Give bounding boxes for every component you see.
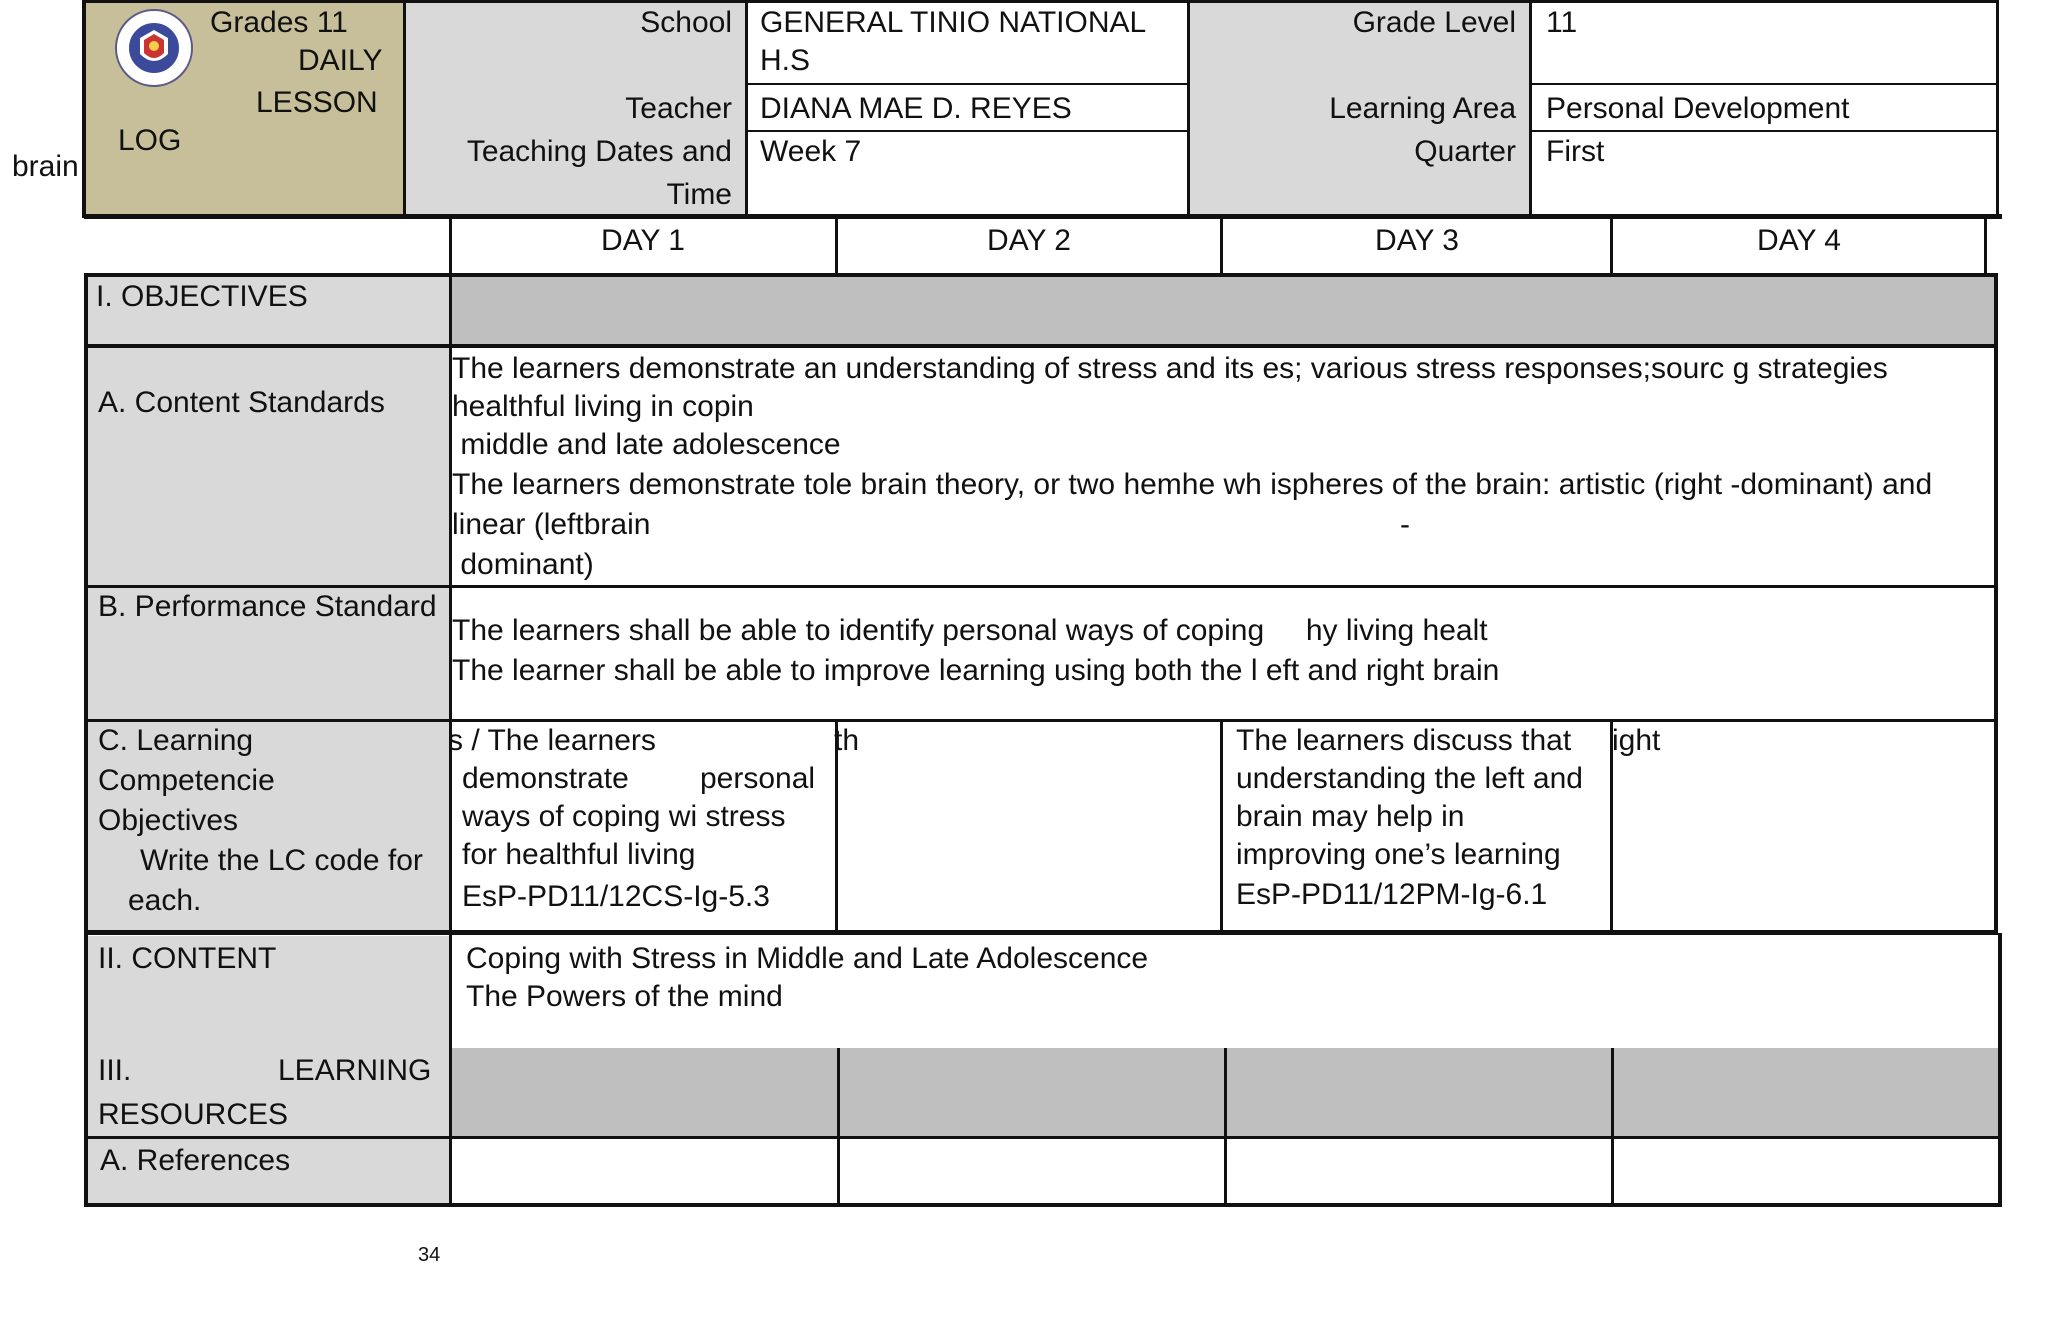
- label-dates: Teaching Dates and: [466, 135, 732, 168]
- day4-competency: ight: [1612, 724, 1661, 757]
- value-dates: Week 7: [760, 135, 862, 168]
- day1-competency: EsP-PD11/12CS-Ig-5.3: [462, 880, 770, 913]
- side-word: brain: [12, 150, 79, 183]
- day3-competency: The learners discuss that: [1236, 724, 1572, 757]
- day3-competency: understanding the left and: [1236, 762, 1583, 795]
- content-line: The Powers of the mind: [466, 980, 783, 1013]
- resources-heading: LEARNING: [278, 1054, 432, 1087]
- value-learning-area: Personal Development: [1546, 92, 1850, 125]
- content-standards-line: The learners demonstrate tole brain theory, or two hemhe wh ispheres of the brain: artistic (right -dominant) and: [452, 468, 1933, 501]
- day-1-header: DAY 1: [601, 224, 685, 257]
- day3-competency: improving one’s learning: [1236, 838, 1561, 871]
- label-teacher: Teacher: [625, 92, 732, 125]
- label-grade-level: Grade Level: [1352, 6, 1516, 39]
- title-line-2: DAILY: [298, 44, 383, 77]
- performance-standard-label: B. Performance Standard: [98, 590, 437, 623]
- performance-line: The learners shall be able to identify personal ways of coping hy living healt: [452, 614, 1488, 647]
- title-line-1: Grades 11: [210, 6, 348, 39]
- content-standards-line: linear (leftbrain: [452, 508, 651, 541]
- content-standards-line: The learners demonstrate an understanding of stress and its es; various stress responses;sourc g strategies: [452, 352, 1888, 385]
- title-line-3: LESSON: [256, 86, 378, 119]
- day1-competency: s / The learners: [448, 724, 656, 757]
- label-school: School: [640, 6, 732, 39]
- performance-line: The learner shall be able to improve learning using both the l eft and right brain: [452, 654, 1500, 687]
- content-standards-line: -: [1400, 508, 1410, 541]
- competencies-label: Write the LC code for: [140, 844, 423, 877]
- label-learning-area: Learning Area: [1329, 92, 1516, 125]
- value-teacher: DIANA MAE D. REYES: [760, 92, 1072, 125]
- content-standards-line: middle and late adolescence: [452, 428, 841, 461]
- day3-competency: EsP-PD11/12PM-Ig-6.1: [1236, 878, 1548, 911]
- day3-competency: brain may help in: [1236, 800, 1465, 833]
- day1-competency: for healthful living: [462, 838, 696, 871]
- day1-competency: ways of coping wi stress: [462, 800, 786, 833]
- content-standards-line: healthful living in copin: [452, 390, 754, 423]
- content-standards-line: dominant): [452, 548, 594, 581]
- objectives-heading: I. OBJECTIVES: [96, 280, 308, 313]
- competencies-label: C. Learning: [98, 724, 254, 757]
- resources-heading: RESOURCES: [98, 1098, 289, 1131]
- content-heading: II. CONTENT: [98, 942, 277, 975]
- references-label: A. References: [100, 1144, 291, 1177]
- title-line-4: LOG: [118, 124, 182, 157]
- day-2-header: DAY 2: [987, 224, 1071, 257]
- competencies-label: Competencie: [98, 764, 275, 797]
- page-number: 34: [418, 1244, 441, 1266]
- value-quarter: First: [1546, 135, 1605, 168]
- day1-competency: personal: [700, 762, 816, 795]
- label-quarter: Quarter: [1414, 135, 1516, 168]
- label-time: Time: [666, 178, 732, 211]
- content-standards-label: A. Content Standards: [98, 386, 385, 419]
- day-4-header: DAY 4: [1757, 224, 1841, 257]
- deped-seal-icon: [114, 8, 194, 88]
- day2-competency: th: [834, 724, 860, 757]
- day1-competency: demonstrate: [462, 762, 629, 795]
- resources-heading: III.: [98, 1054, 132, 1087]
- day-3-header: DAY 3: [1375, 224, 1459, 257]
- value-school-2: H.S: [760, 44, 811, 77]
- competencies-label: Objectives: [98, 804, 239, 837]
- content-line: Coping with Stress in Middle and Late Adolescence: [466, 942, 1149, 975]
- competencies-label: each.: [128, 884, 202, 917]
- value-grade-level: 11: [1546, 6, 1578, 39]
- objectives-band: [450, 276, 1996, 346]
- value-school: GENERAL TINIO NATIONAL: [760, 6, 1147, 39]
